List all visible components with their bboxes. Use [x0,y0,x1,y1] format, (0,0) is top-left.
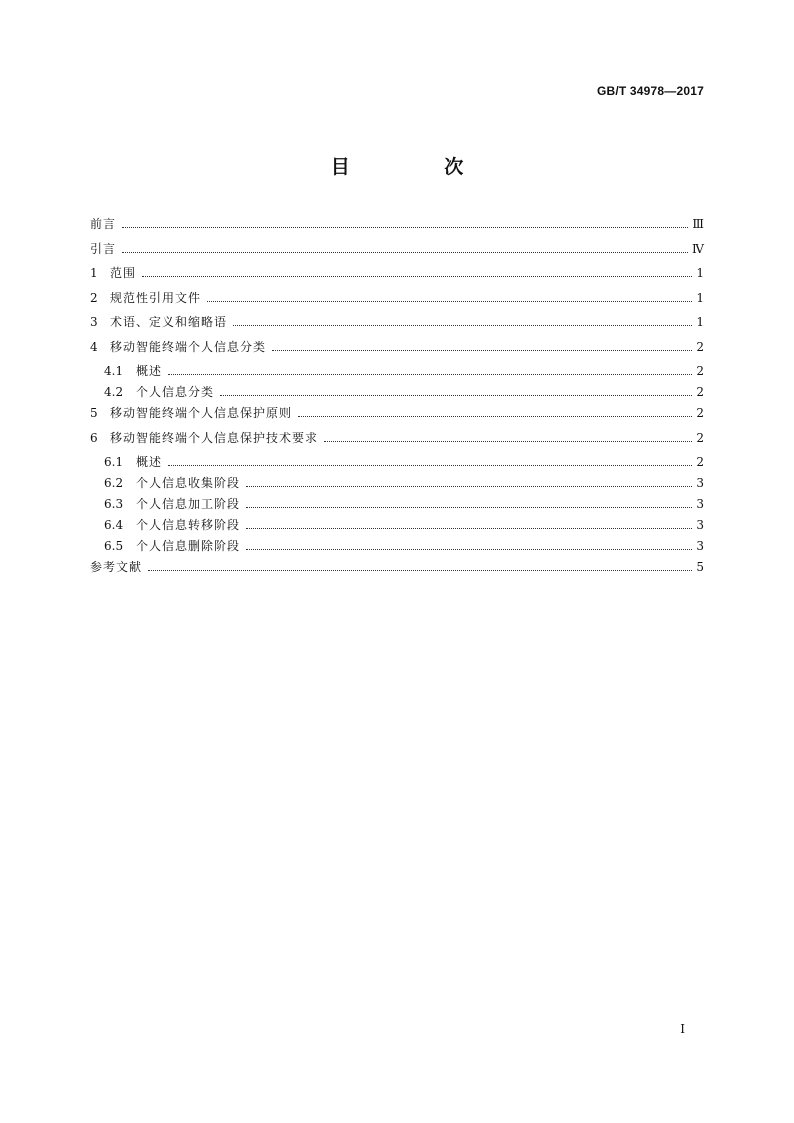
standard-code: GB/T 34978—2017 [596,84,704,98]
toc-entry-page: 3 [696,539,704,553]
toc-entry-page: 2 [696,339,704,354]
toc-entry-page: 1 [696,266,704,280]
toc-entry-page: 2 [696,406,704,420]
toc-entry-page: 1 [696,290,704,305]
toc-entry-text: 个人信息转移阶段 [136,518,241,532]
toc-leader-dots [122,227,688,228]
toc-entry-1[interactable] [90,266,704,280]
toc-entry-4-1[interactable] [90,364,704,378]
toc-entry-text: 参考文献 [90,560,143,574]
toc-entry-page: 3 [696,518,704,532]
toc-entry-text: 移动智能终端个人信息保护技术要求 [110,430,319,445]
toc-leader-dots [246,507,692,508]
toc-entry-4-2[interactable] [90,385,704,399]
toc-entry-6-3[interactable] [90,497,704,511]
toc-entry-text: 个人信息收集阶段 [136,476,241,490]
toc-entry-number: 6 [90,430,98,445]
toc-entry-text: 个人信息加工阶段 [136,497,241,511]
table-of-contents [90,217,704,585]
toc-entry-foreword[interactable] [90,217,704,231]
toc-entry-page: 2 [696,455,704,469]
toc-leader-dots [168,465,692,466]
toc-leader-dots [246,528,692,529]
toc-leader-dots [272,350,692,351]
toc-entry-number: 6.4 [104,518,124,532]
toc-entry-introduction[interactable] [90,242,704,256]
toc-leader-dots [122,252,688,253]
toc-entry-page: Ⅳ [692,241,704,256]
toc-leader-dots [207,301,692,302]
toc-entry-text: 规范性引用文件 [110,290,202,305]
toc-leader-dots [142,276,692,277]
toc-leader-dots [168,374,692,375]
toc-title: 目 次 [330,156,508,178]
toc-leader-dots [324,441,692,442]
toc-entry-text: 个人信息删除阶段 [136,539,241,553]
toc-entry-text: 移动智能终端个人信息分类 [110,339,267,354]
toc-entry-page: 2 [696,430,704,445]
toc-entry-6-5[interactable] [90,539,704,553]
toc-entry-4[interactable] [90,340,704,354]
toc-leader-dots [220,395,692,396]
toc-entry-page: 3 [696,497,704,511]
toc-entry-number: 6.2 [104,476,124,490]
toc-entry-page: 5 [696,560,704,574]
toc-entry-page: 2 [696,364,704,378]
toc-leader-dots [148,570,692,571]
toc-entry-text: 移动智能终端个人信息保护原则 [110,406,293,420]
toc-entry-number: 2 [90,290,98,305]
toc-entry-6-2[interactable] [90,476,704,490]
toc-entry-text: 概述 [136,364,163,378]
toc-entry-number: 4 [90,339,98,354]
toc-entry-page: 1 [696,315,704,329]
toc-entry-number: 4.1 [104,364,124,378]
toc-entry-number: 1 [90,266,98,280]
toc-entry-text: 概述 [136,455,163,469]
toc-entry-number: 6.5 [104,539,124,553]
toc-entry-3[interactable] [90,315,704,329]
page-number: I [680,1022,685,1036]
toc-entry-text: 范围 [110,266,137,280]
toc-entry-number: 6.1 [104,455,124,469]
toc-entry-number: 3 [90,315,98,329]
toc-entry-6-1[interactable] [90,455,704,469]
toc-entry-page: Ⅲ [692,217,704,231]
toc-leader-dots [246,486,692,487]
toc-leader-dots [246,549,692,550]
toc-leader-dots [233,325,692,326]
toc-entry-page: 2 [696,385,704,399]
toc-entry-text: 个人信息分类 [136,385,215,399]
toc-entry-text: 引言 [90,241,117,256]
toc-leader-dots [298,416,692,417]
toc-entry-number: 5 [90,406,98,420]
toc-entry-2[interactable] [90,291,704,305]
toc-entry-bibliography[interactable] [90,560,704,574]
toc-entry-5[interactable] [90,406,704,420]
toc-entry-6-4[interactable] [90,518,704,532]
toc-entry-6[interactable] [90,431,704,445]
toc-entry-number: 4.2 [104,385,124,399]
toc-entry-page: 3 [696,476,704,490]
toc-entry-text: 前言 [90,217,117,231]
toc-entry-number: 6.3 [104,497,124,511]
toc-entry-text: 术语、定义和缩略语 [110,315,228,329]
